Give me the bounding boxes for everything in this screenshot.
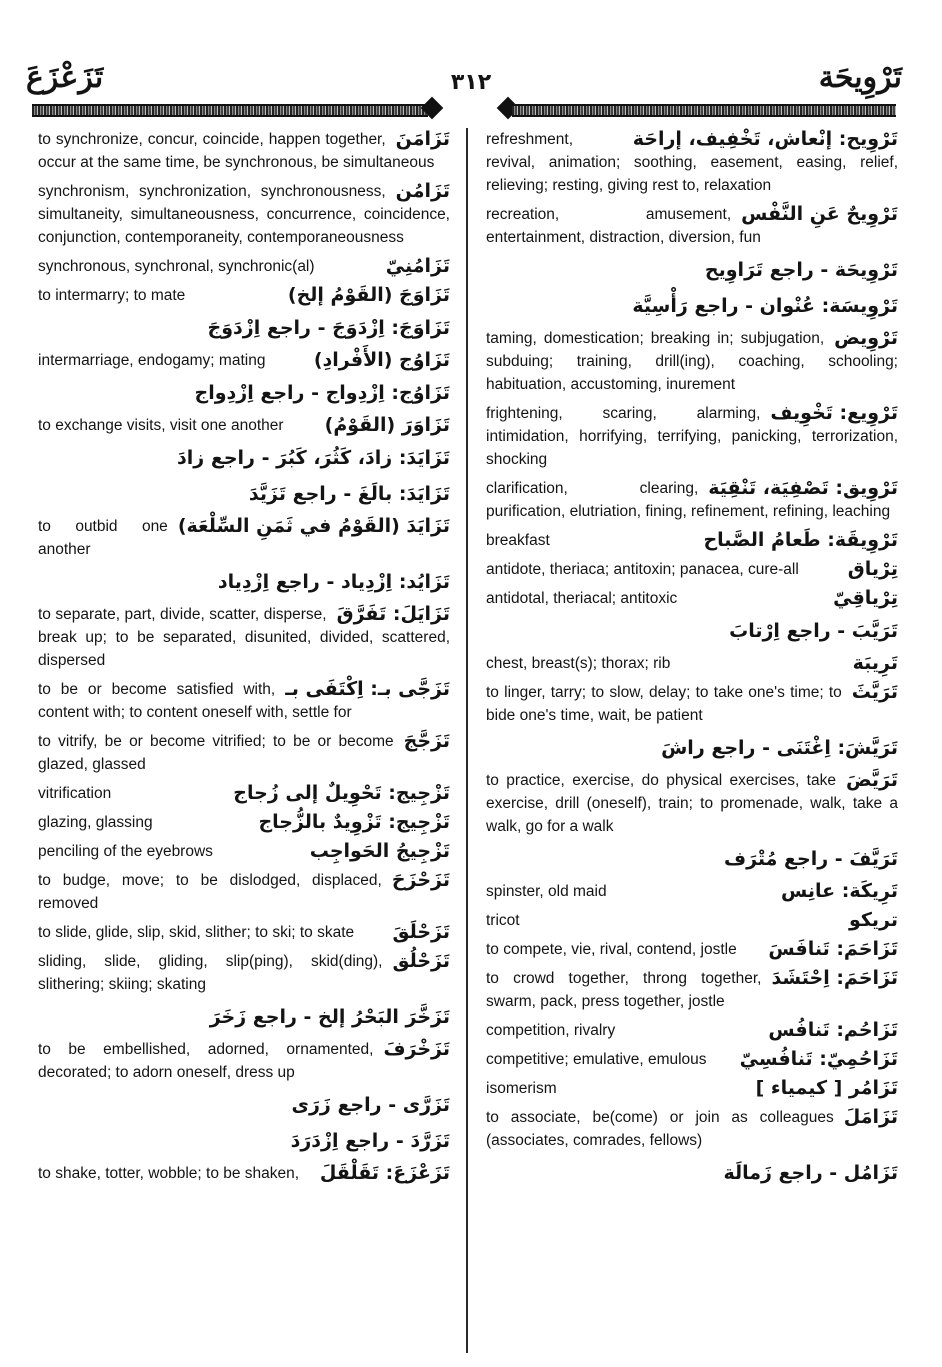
headword: تَرَيَّفَ - راجع مُتْرَف: [724, 848, 898, 870]
dictionary-entry: [38, 313, 450, 343]
dictionary-entry: [38, 567, 450, 597]
left-column: [38, 128, 450, 1191]
headword: تَزَامُن: [395, 180, 450, 202]
dictionary-entry: [38, 869, 450, 915]
guide-word-right: تَرْوِيحَة: [818, 60, 902, 95]
headword: تَزَجَّى بـ: اِكْتَفَى بـ: [285, 678, 450, 700]
headword: تَزَامُل - راجع زَمالَة: [723, 1162, 898, 1184]
dictionary-entry: [486, 402, 898, 471]
headword: تَرَيَّضَ: [845, 769, 898, 791]
dictionary-entry: [38, 349, 450, 372]
definition: to slide, glide, slip, skid, slither; to ski; to skate: [38, 924, 355, 941]
dictionary-entry: [486, 1158, 898, 1188]
dictionary-entry: [38, 1126, 450, 1156]
headword: تَزْجِيجُ الحَواجِب: [309, 840, 450, 862]
headword: تَزَاوَجَ (القَوْمُ إلخ): [287, 284, 450, 306]
headword: تَزَامَلَ: [843, 1106, 898, 1128]
dictionary-entry: [38, 921, 450, 944]
definition: to practice, exercise, do physical exercises, take exercise, drill (oneself), train; to promenade, walk, take a walk, go for a walk: [486, 772, 898, 835]
definition: clarification, clearing, purification, elutriation, fining, refinement, refining, leaching: [486, 480, 891, 520]
definition: to be embellished, adorned, ornamented, decorated; to adorn oneself, dress up: [38, 1041, 374, 1081]
dictionary-entry: [486, 128, 898, 197]
dictionary-entry: [38, 950, 450, 996]
headword: تَزَعْزَعَ: تَقَلْقَلَ: [319, 1162, 450, 1184]
definition: spinster, old maid: [486, 883, 607, 900]
definition: to associate, be(come) or join as colleagues (associates, comrades, fellows): [486, 1109, 834, 1149]
dictionary-entry: [38, 1002, 450, 1032]
definition: to crowd together, throng together, swarm, pack, press together, jostle: [486, 970, 762, 1010]
definition: intermarriage, endogamy; mating: [38, 352, 266, 369]
headword: تَرَيَّبَ - راجع اِرْتابَ: [729, 620, 898, 642]
dictionary-entry: [486, 1019, 898, 1042]
headword: تَزَاحُمِيّ: تَنافُسِيّ: [739, 1048, 898, 1070]
headword: تَزَاوَرَ (القَوْمُ): [324, 414, 450, 436]
headword: تِرْياقِيّ: [833, 587, 898, 609]
dictionary-entry: [486, 616, 898, 646]
definition: to budge, move; to be dislodged, displaced, removed: [38, 872, 382, 912]
definition: to intermarry; to mate: [38, 287, 186, 304]
dictionary-entry: [486, 967, 898, 1013]
dictionary-entry: [486, 909, 898, 932]
definition: antidote, theriaca; antitoxin; panacea, cure-all: [486, 561, 799, 578]
definition: chest, breast(s); thorax; rib: [486, 655, 671, 672]
headword: تَرَيَّثَ: [851, 681, 898, 703]
dictionary-entry: [486, 477, 898, 523]
dictionary-entry: [38, 414, 450, 437]
headword: تَزَرَّدَ - راجع اِزْدَرَدَ: [290, 1130, 450, 1152]
headword: تِرْياق: [847, 558, 898, 580]
headword: تَزَاوُج (الأَفْرادِ): [313, 349, 450, 371]
headword: تَرْوِيحَة - راجع تَرَاوِيح: [704, 259, 898, 281]
definition: to outbid one another: [38, 518, 168, 558]
definition: antidotal, theriacal; antitoxic: [486, 590, 678, 607]
dictionary-entry: [486, 733, 898, 763]
headword: تَرْوِيق: تَصْفِيَة، تَنْقِيَة: [708, 477, 898, 499]
headword: تَزَاحَمَ: تَنافَسَ: [768, 938, 898, 960]
dictionary-entry: [38, 1038, 450, 1084]
headword: تَزَخَّرَ البَحْرُ إلخ - راجع زَخَرَ: [209, 1006, 450, 1028]
dictionary-entry: [486, 938, 898, 961]
headword: تَزَامُنِيّ: [385, 255, 450, 277]
definition: competition, rivalry: [486, 1022, 616, 1039]
headword: تَرْوِيحٌ عَنِ النَّفْس: [741, 203, 898, 225]
definition: to be or become satisfied with, content with; to content oneself with, settle for: [38, 681, 352, 721]
dictionary-entry: [38, 180, 450, 249]
dictionary-entry: [486, 587, 898, 610]
dictionary-entry: [38, 255, 450, 278]
dictionary-entry: [486, 681, 898, 727]
dictionary-entry: [486, 291, 898, 321]
dictionary-entry: [486, 1077, 898, 1100]
dictionary-entry: [38, 782, 450, 805]
dictionary-entry: [38, 284, 450, 307]
definition: sliding, slide, gliding, slip(ping), skid(ding), slithering; skiing; skating: [38, 953, 383, 993]
definition: to compete, vie, rival, contend, jostle: [486, 941, 737, 958]
definition: refreshment, revival, animation; soothing, easement, easing, relief, relieving; resting, giving rest to, relaxation: [486, 131, 898, 194]
headword: تَزَايُد: اِزْدِياد - راجع اِزْدِياد: [217, 571, 450, 593]
dictionary-entry: [38, 1162, 450, 1185]
headword: تَرِيبَة: [852, 652, 898, 674]
headword: تَزَايَدَ: زادَ، كَثُرَ، كَبُرَ - راجع زادَ: [177, 447, 450, 469]
headword: تَزَرَّى - راجع زَرَى: [291, 1094, 450, 1116]
dictionary-entry: [486, 880, 898, 903]
definition: to exchange visits, visit one another: [38, 417, 284, 434]
definition: synchronous, synchronal, synchronic(al): [38, 258, 315, 275]
definition: frightening, scaring, alarming, intimidation, horrifying, terrifying, panicking, terrorization, shocking: [486, 405, 898, 468]
dictionary-entry: [486, 652, 898, 675]
definition: vitrification: [38, 785, 112, 802]
page-number: ٣١٢: [450, 70, 492, 95]
definition: breakfast: [486, 532, 550, 549]
headword: تَزَامَنَ: [395, 128, 450, 150]
definition: to synchronize, concur, coincide, happen together, occur at the same time, be synchronous, be simultaneous: [38, 131, 435, 171]
guide-word-left: تَزَعْزَعَ: [26, 60, 104, 95]
headword: تَزَاوُج: اِزْدِواج - راجع اِزْدِواج: [194, 382, 450, 404]
definition: penciling of the eyebrows: [38, 843, 213, 860]
headword: تَرْوِيقَة: طَعامُ الصَّباح: [703, 529, 898, 551]
headword: تَزَحْزَحَ: [391, 869, 450, 891]
definition: tricot: [486, 912, 520, 929]
dictionary-entry: [38, 678, 450, 724]
headword: تَزَجَّجَ: [403, 730, 450, 752]
dictionary-entry: [38, 811, 450, 834]
dictionary-entry: [38, 1090, 450, 1120]
dictionary-entry: [38, 603, 450, 672]
header-rule-right: [512, 104, 896, 117]
definition: competitive; emulative, emulous: [486, 1051, 707, 1068]
headword: تَزَخْرَفَ: [383, 1038, 450, 1060]
headword: تَرَيَّشَ: اِغْتَنَى - راجع راشَ: [661, 737, 898, 759]
dictionary-entry: [486, 203, 898, 249]
headword: تَزَاوَجَ: اِزْدَوَجَ - راجع اِزْدَوَجَ: [207, 317, 450, 339]
headword: تَزَاحَمَ: اِحْتَشَدَ: [771, 967, 898, 989]
definition: isomerism: [486, 1080, 557, 1097]
dictionary-entry: [38, 443, 450, 473]
dictionary-entry: [486, 1048, 898, 1071]
headword: تَزَحْلُق: [392, 950, 450, 972]
definition: to linger, tarry; to slow, delay; to take one's time; to bide one's time, wait, be patient: [486, 684, 842, 724]
dictionary-entry: [38, 479, 450, 509]
headword: تَزْجِيج: تَزْوِيدٌ بالزُّجاج: [258, 811, 450, 833]
headword: تَرْوِيح: إنْعاش، تَخْفِيف، إراحَة: [632, 128, 898, 150]
headword: تَزْجِيج: تَحْوِيلٌ إلى زُجاج: [233, 782, 450, 804]
dictionary-entry: [486, 558, 898, 581]
dictionary-entry: [38, 515, 450, 561]
dictionary-entry: [486, 1106, 898, 1152]
column-divider: [466, 128, 468, 1353]
dictionary-entry: [486, 844, 898, 874]
definition: taming, domestication; breaking in; subjugation, subduing; training, drill(ing), coaching, schooling; habituation, accustoming, inurement: [486, 330, 898, 393]
headword: تَرْوِيسَة: عُنْوان - راجع رَأْسِيَّة: [632, 295, 898, 317]
headword: تَرِيكَة: عانِس: [781, 880, 898, 902]
definition: to separate, part, divide, scatter, disperse, break up; to be separated, disunited, divided, scattered, dispersed: [38, 606, 450, 669]
headword: تريكو: [848, 909, 898, 931]
right-column: [486, 128, 898, 1194]
dictionary-entry: [486, 769, 898, 838]
headword: تَزَايَدَ (القَوْمُ في ثَمَنِ السِّلْعَة): [177, 515, 450, 537]
dictionary-entry: [38, 840, 450, 863]
headword: تَزَايَدَ: بالَغَ - راجع تَزَيَّدَ: [248, 483, 450, 505]
definition: to shake, totter, wobble; to be shaken,: [38, 1165, 300, 1182]
headword: تَرْوِيع: تَخْوِيف: [770, 402, 898, 424]
dictionary-entry: [486, 255, 898, 285]
definition: to vitrify, be or become vitrified; to be or become glazed, glassed: [38, 733, 394, 773]
headword: تَزَاحُم: تَنافُس: [768, 1019, 898, 1041]
headword: تَزَايَلَ: تَفَرَّقَ: [336, 603, 450, 625]
headword: تَرْوِيض: [834, 327, 898, 349]
headword: تَزَامُر [ كيمياء ]: [755, 1077, 898, 1099]
dictionary-entry: [38, 730, 450, 776]
header-rule-left: [32, 104, 428, 117]
dictionary-entry: [38, 128, 450, 174]
definition: glazing, glassing: [38, 814, 153, 831]
definition: synchronism, synchronization, synchronousness, simultaneity, simultaneousness, concurrence, coincidence, conjunction, contemporaneity, contemporaneousness: [38, 183, 450, 246]
dictionary-entry: [486, 327, 898, 396]
dictionary-entry: [38, 378, 450, 408]
dictionary-entry: [486, 529, 898, 552]
definition: recreation, amusement, entertainment, distraction, diversion, fun: [486, 206, 761, 246]
headword: تَزَحْلَقَ: [392, 921, 450, 943]
